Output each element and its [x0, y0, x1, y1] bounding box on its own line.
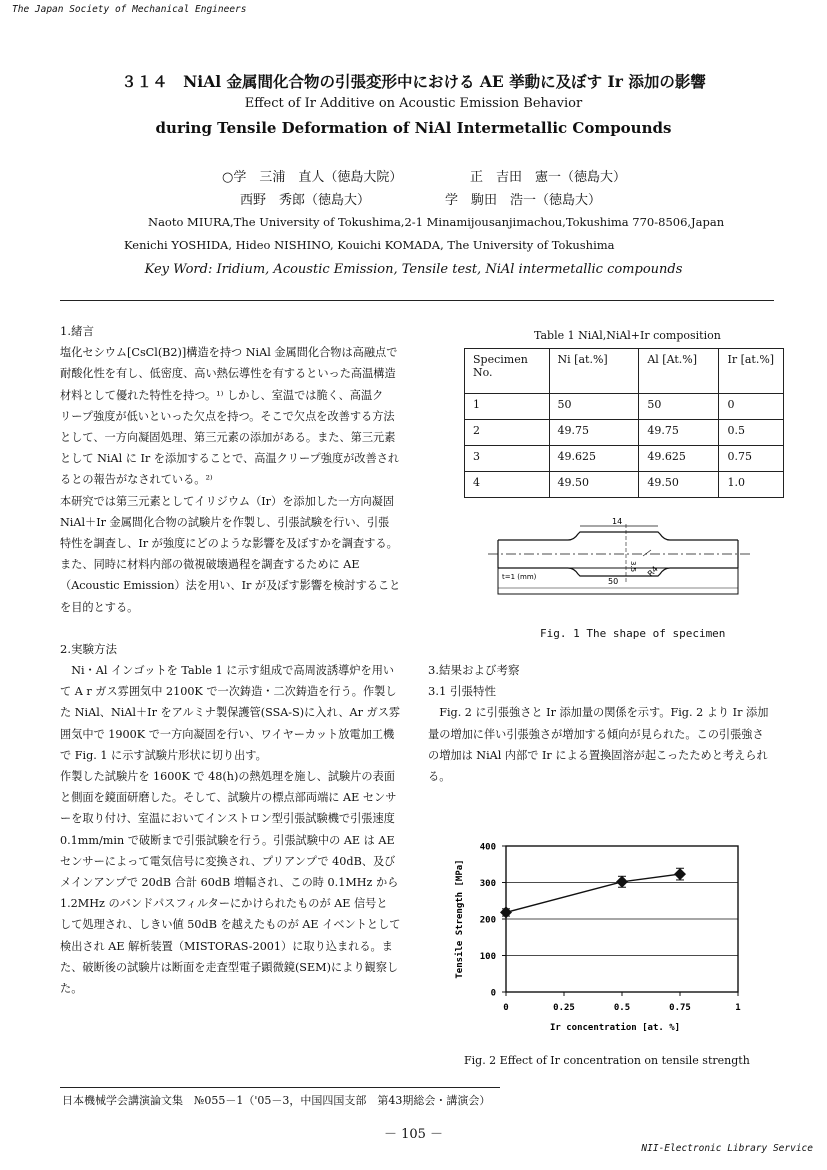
title-english-line1: Effect of Ir Additive on Acoustic Emission Behavior [244, 96, 583, 111]
table-header-cell: Ir [at.%] [719, 349, 784, 394]
page-number: － 105 － [383, 1127, 444, 1142]
s2-line: Ni・Al インゴットを Table 1 に示す組成で高周波誘導炉を用い [60, 664, 395, 678]
x-tick-label: 0.25 [553, 1003, 575, 1013]
tensile-strength-chart [450, 838, 750, 1036]
s1-line: 材料として優れた特性を持つ。¹⁾ しかし、室温では脆く、高温ク [60, 388, 384, 402]
s1-line: NiAl＋Ir 金属間化合物の試験片を作製し、引張試験を行い、引張 [60, 515, 390, 529]
table-cell: 0.5 [719, 420, 784, 446]
data-point [674, 868, 686, 880]
society-header: The Japan Society of Mechanical Engineers [12, 4, 247, 15]
title-japanese: ３１４ NiAl 金属間化合物の引張変形中における AE 挙動に及ぼす Ir 添加の影響 [121, 72, 706, 91]
data-point [616, 876, 628, 888]
table-header-row [465, 349, 784, 394]
y-tick-label: 0 [490, 988, 496, 999]
author-3: 西野 秀郎（徳島大） [240, 193, 371, 208]
author-1: ○学 三浦 直人（徳島大院） [222, 170, 403, 185]
s31-line: の増加は NiAl 内部で Ir による置換固溶が起こったためと考えられ [428, 748, 768, 762]
x-tick-label: 0 [503, 1003, 509, 1013]
x-tick-label: 0.75 [669, 1003, 691, 1013]
title-english-line2: during Tensile Deformation of NiAl Intermetallic Compounds [155, 119, 672, 137]
s31-line: 量の増加に伴い引張強さが増加する傾向が見られた。この引張強さ [428, 727, 764, 741]
table-cell: 49.50 [549, 472, 639, 498]
y-tick-label: 100 [479, 952, 496, 962]
nii-footer: NII-Electronic Library Service [641, 1143, 813, 1154]
s2-line: メインアンプで 20dB 合計 60dB 増幅され、この時 0.1MHz から [60, 876, 399, 890]
table-cell: 49.75 [549, 420, 639, 446]
s1-line: また、同時に材料内部の微視破壊過程を調査するために AE [60, 558, 360, 572]
s2-line: て A r ガス雰囲気中 2100K で一次鋳造・二次鋳造を行う。作製し [60, 685, 397, 699]
x-tick-label: 1 [735, 1003, 741, 1013]
specimen-drawing [488, 512, 760, 604]
x-axis-ticks [503, 992, 740, 1013]
table-cell: 2 [465, 420, 550, 446]
table-cell: 1 [465, 394, 550, 420]
table-cell: 49.75 [639, 420, 719, 446]
s2-line: た NiAl、NiAl＋Ir をアルミナ製保護管(SSA-S)に入れ、Ar ガス雰 [60, 706, 401, 720]
s1-line: を目的とする。 [60, 600, 139, 614]
proceedings-footer: 日本機械学会講演論文集 №055－1（'05－3，中国四国支部 第43期総会・講演会） [62, 1094, 491, 1107]
table-header-cell: Specimen No. [465, 349, 550, 394]
s1-line: として NiAl に Ir を添加することで、高温クリープ強度が改善され [60, 452, 400, 466]
s2-line: 検出され AE 解析装置（MISTORAS-2001）に取り込まれる。ま [60, 939, 393, 953]
dim-14-label: 14 [612, 517, 623, 526]
table-row [465, 420, 784, 446]
s2-line: 囲気中で 1900K で一方向凝固を行い、ワイヤーカット放電加工機 [60, 727, 395, 741]
right-column [428, 660, 784, 787]
figure-2-caption: Fig. 2 Effect of Ir concentration on tensile strength [464, 1054, 750, 1067]
composition-table [464, 348, 784, 498]
series-line [506, 874, 680, 912]
table-row [465, 472, 784, 498]
s2-line: 作製した試験片を 1600K で 48(h)の熱処理を施し、試験片の表面 [60, 770, 395, 784]
s1-line: 本研究では第三元素としてイリジウム（Ir）を添加した一方向凝固 [60, 494, 395, 508]
dim-50-label: 50 [608, 577, 619, 586]
y-tick-label: 200 [479, 915, 496, 926]
figure-1-caption: Fig. 1 The shape of specimen [540, 627, 726, 640]
s2-line: して処理され、しきい値 50dB を越えたものが AE イベントとして [60, 918, 401, 932]
s1-line: 特性を調査し、Ir が強度にどのような影響を及ぼすかを調査する。 [60, 537, 398, 551]
table-row [465, 394, 784, 420]
s2-line: センサーによって電気信号に変換され、プリアンプで 40dB、及び [60, 854, 396, 868]
table-cell: 49.50 [639, 472, 719, 498]
data-series [500, 868, 686, 918]
x-axis-label: Ir concentration [at. %] [550, 1023, 681, 1033]
author-4: 学 駒田 浩一（徳島大） [445, 193, 602, 208]
section-1-heading: 1.緒言 [60, 324, 94, 338]
table-cell: 1.0 [719, 472, 784, 498]
table-1-caption: Table 1 NiAl,NiAl+Ir composition [534, 329, 721, 342]
s1-line: 耐酸化性を有し、低密度、高い熱伝導性を有するといった高温構造 [60, 367, 396, 381]
affiliation-line2: Kenichi YOSHIDA, Hideo NISHINO, Kouichi KOMADA, The University of Tokushima [124, 238, 615, 252]
s1-line: （Acoustic Emission）法を用い、Ir が及ぼす影響を検討すること [60, 579, 401, 593]
y-tick-label: 300 [479, 879, 496, 889]
s2-line: 0.1mm/min で破断まで引張試験を行う。引張試験中の AE は AE [60, 833, 395, 847]
left-column [60, 321, 415, 999]
s2-line: で Fig. 1 に示す試験片形状に切り出す。 [60, 748, 267, 762]
footer-divider [60, 1087, 500, 1088]
s1-line: 塩化セシウム[CsCl(B2)]構造を持つ NiAl 金属間化合物は高融点で [60, 346, 398, 360]
table-cell: 0.75 [719, 446, 784, 472]
s2-line: た、破断後の試験片は断面を走査型電子顕微鏡(SEM)により観察し [60, 960, 399, 974]
header-divider [60, 300, 774, 301]
table-header-cell: Ni [at.%] [549, 349, 639, 394]
s2-line: と側面を鏡面研磨した。そして、試験片の標点部両端に AE センサ [60, 791, 397, 805]
table-row [465, 446, 784, 472]
y-axis-label: Tensile Strength [MPa] [455, 859, 465, 979]
keywords: Key Word: Iridium, Acoustic Emission, Tensile test, NiAl intermetallic compounds [144, 262, 683, 277]
s1-line: として、一方向凝固処理、第三元素の添加がある。また、第三元素 [60, 431, 396, 445]
section-2-heading: 2.実験方法 [60, 641, 117, 656]
section-3-1-heading: 3.1 引張特性 [428, 684, 496, 699]
section-3-heading: 3.結果および考察 [428, 663, 520, 677]
table-header-cell: Al [At.%] [639, 349, 719, 394]
data-point [500, 906, 512, 918]
y-axis-ticks [480, 843, 506, 999]
s1-line: リープ強度が低いといった欠点を持つ。そこで欠点を改善する方法 [60, 409, 395, 423]
table-cell: 50 [549, 394, 639, 420]
table-cell: 49.625 [639, 446, 719, 472]
r4-leader [643, 550, 651, 556]
table-cell: 49.625 [549, 446, 639, 472]
s1-line: るとの報告がなされている。²⁾ [60, 473, 213, 487]
table-cell: 3 [465, 446, 550, 472]
chart-grid [506, 883, 738, 956]
s31-line: Fig. 2 に引張強さと Ir 添加量の関係を示す。Fig. 2 より Ir 添加 [428, 706, 769, 720]
affiliation-line1: Naoto MIURA,The University of Tokushima,2-1 Minamijousanjimachou,Tokushima 770-8506,Japan [148, 215, 725, 229]
dim-r4-label: R4 [645, 564, 660, 579]
dim-3.5-label: 3.5 [629, 561, 637, 573]
table-cell: 4 [465, 472, 550, 498]
table-cell: 50 [639, 394, 719, 420]
s2-line: ーを取り付け、室温においてインストロン型引張試験機で引張速度 [60, 812, 395, 826]
table-cell: 0 [719, 394, 784, 420]
thickness-label: t=1 (mm) [502, 573, 537, 581]
author-2: 正 吉田 憲一（徳島大） [470, 170, 627, 185]
y-tick-label: 400 [479, 842, 496, 853]
s2-line: た。 [60, 982, 83, 996]
x-tick-label: 0.5 [613, 1003, 631, 1013]
s31-line: る。 [428, 770, 451, 784]
s2-line: 1.2MHz のバンドパスフィルターにかけられたものが AE 信号と [60, 897, 388, 911]
